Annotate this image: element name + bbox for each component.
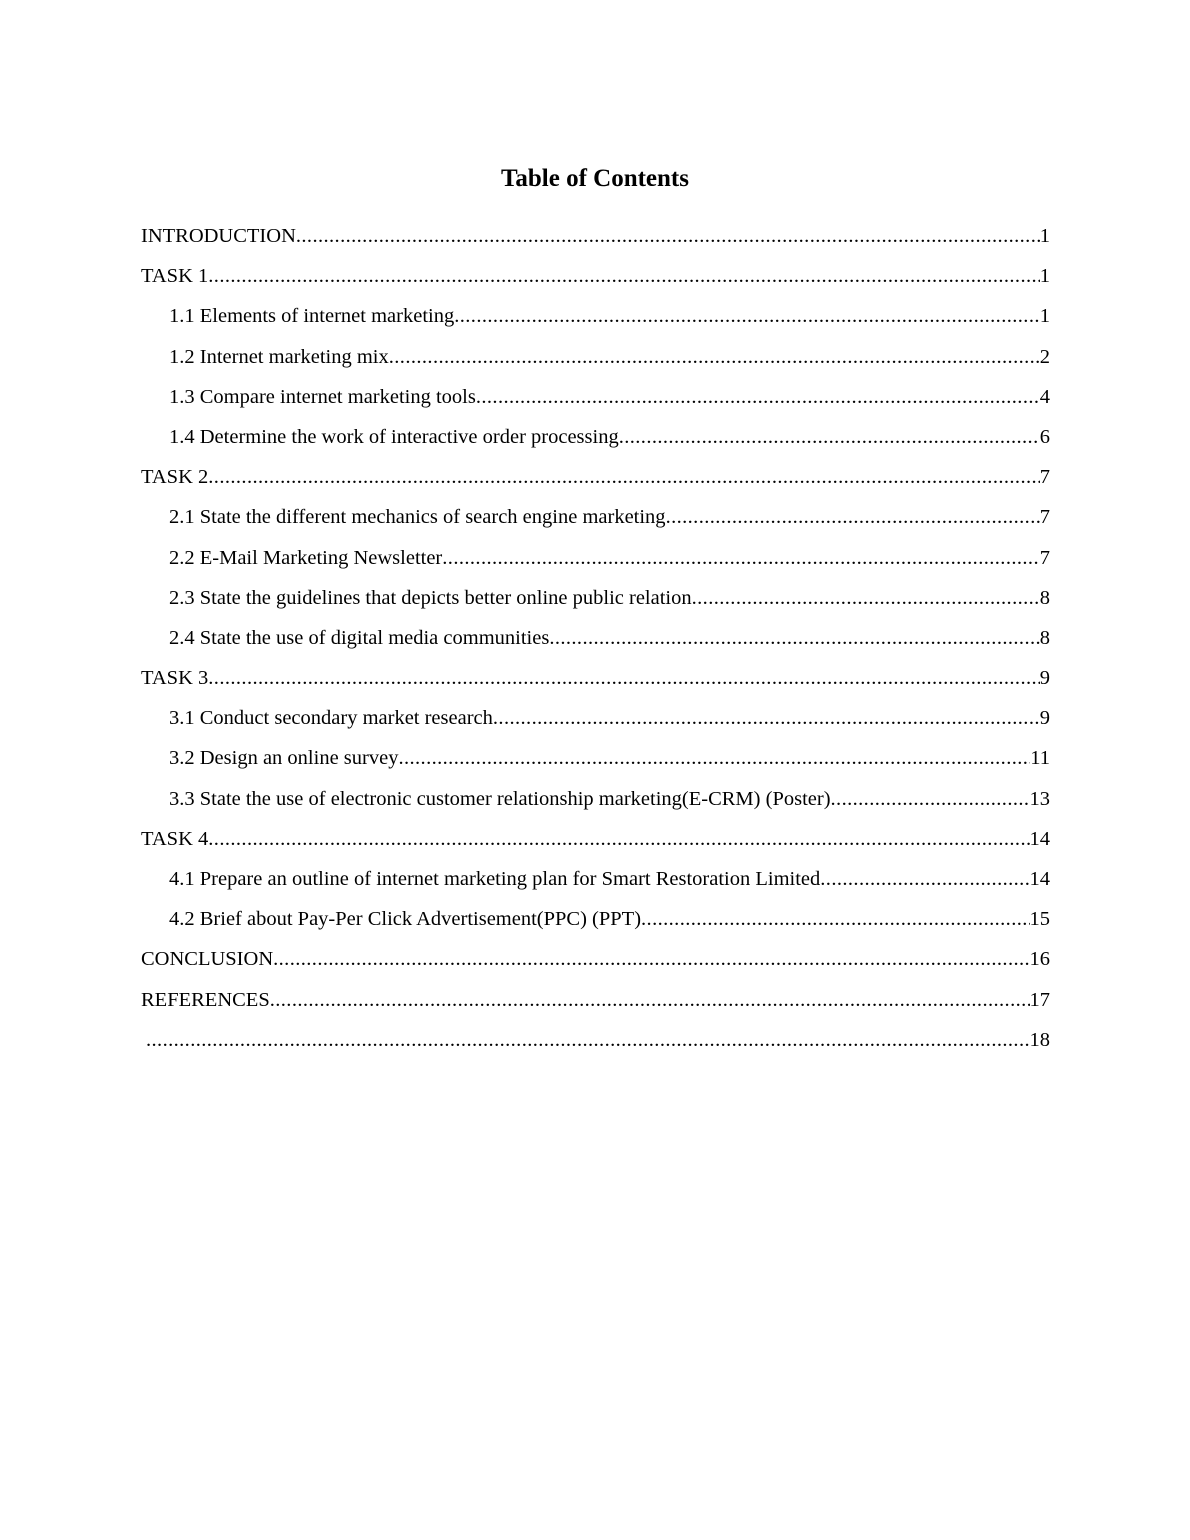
toc-entry-label: TASK 2 [141,466,209,489]
toc-entry[interactable] [141,501,1050,541]
toc-entry-label: 2.2 E-Mail Marketing Newsletter [169,546,443,569]
toc-dot-leader [442,542,1039,574]
toc-entry-label: TASK 4 [141,827,209,850]
toc-dot-leader [208,461,1039,493]
toc-entry-label: INTRODUCTION [141,225,296,247]
toc-dot-leader [493,702,1040,734]
toc-dot-leader [398,742,1030,774]
toc-entry[interactable] [141,903,1050,943]
toc-entry[interactable] [141,542,1050,582]
toc-entry-page-number: 15 [1029,908,1050,931]
toc-entry-label: 2.3 State the guidelines that depicts better online public relation [169,586,692,609]
toc-entry[interactable] [141,742,1050,782]
toc-dot-leader [476,381,1040,413]
toc-entry-label: 1.1 Elements of internet marketing [169,305,455,328]
toc-entry-label: TASK 1 [141,265,209,288]
toc-dot-leader [273,943,1029,975]
toc-dot-leader [208,823,1029,855]
toc-entry-page-number: 1 [1039,265,1050,288]
toc-entry[interactable] [141,622,1050,662]
toc-entry-page-number: 13 [1029,787,1050,810]
toc-entry-page-number: 14 [1029,827,1050,850]
toc-entry-page-number: 2 [1039,345,1050,368]
toc-entry[interactable] [141,341,1050,381]
toc-entry-page-number: 7 [1039,506,1050,529]
toc-list [141,220,1050,1064]
toc-entry-page-number: 9 [1039,707,1050,730]
toc-dot-leader [296,220,1040,252]
page-title: Table of Contents [501,165,689,192]
toc-entry[interactable] [141,461,1050,501]
toc-dot-leader [641,903,1029,935]
toc-dot-leader [208,662,1039,694]
toc-entry[interactable] [141,984,1050,1024]
toc-entry-page-number: 9 [1039,667,1050,690]
toc-entry-page-number: 4 [1039,385,1050,408]
toc-entry-page-number: 16 [1029,948,1050,971]
toc-dot-leader [208,260,1039,292]
toc-entry[interactable] [141,1024,1050,1064]
toc-dot-leader [454,300,1040,332]
toc-entry-page-number: 6 [1039,425,1050,448]
toc-entry-label: TASK 3 [141,667,209,690]
toc-entry-page-number: 7 [1039,546,1050,569]
toc-dot-leader [146,1024,1030,1056]
toc-entry-label: 2.4 State the use of digital media communities [169,626,550,649]
toc-entry[interactable] [141,381,1050,421]
toc-entry[interactable] [141,260,1050,300]
toc-dot-leader [619,421,1040,453]
toc-dot-leader [270,984,1030,1016]
toc-entry-label: 3.3 State the use of electronic customer relationship marketing(E-CRM) (Poster) [169,787,831,810]
toc-entry-label: CONCLUSION [141,948,274,971]
toc-entry-label: 3.1 Conduct secondary market research [169,707,493,730]
toc-entry-label: 4.1 Prepare an outline of internet marketing plan for Smart Restoration Limited [169,868,821,890]
toc-entry-label: 1.2 Internet marketing mix [169,345,389,368]
toc-entry[interactable] [141,943,1050,983]
toc-entry-page-number: 1 [1039,305,1050,328]
toc-entry[interactable] [141,823,1050,863]
toc-entry-label: 1.3 Compare internet marketing tools [169,385,476,408]
toc-dot-leader [820,863,1029,895]
toc-dot-leader [389,341,1040,373]
toc-entry-label: 1.4 Determine the work of interactive order processing [169,425,619,448]
toc-entry[interactable] [141,300,1050,340]
toc-dot-leader [549,622,1039,654]
toc-entry-page-number: 14 [1029,868,1050,890]
toc-entry-label: 3.2 Design an online survey [169,747,399,770]
toc-dot-leader [692,582,1040,614]
toc-entry-page-number: 1 [1039,225,1050,247]
toc-entry[interactable] [141,421,1050,461]
toc-entry-page-number: 8 [1039,586,1050,609]
toc-entry-page-number: 18 [1029,1028,1050,1051]
toc-entry-page-number: 17 [1029,988,1050,1011]
toc-entry[interactable] [141,582,1050,622]
toc-entry[interactable] [141,662,1050,702]
toc-entry[interactable] [141,863,1050,903]
toc-entry[interactable] [141,220,1050,260]
toc-entry-page-number: 11 [1030,747,1050,770]
toc-dot-leader [831,783,1030,815]
toc-entry[interactable] [141,702,1050,742]
toc-entry-label: 2.1 State the different mechanics of search engine marketing [169,506,666,529]
toc-entry[interactable] [141,783,1050,823]
toc-entry-label: REFERENCES [141,988,270,1011]
toc-entry-page-number: 7 [1039,466,1050,489]
toc-entry-label: 4.2 Brief about Pay-Per Click Advertisement(PPC) (PPT) [169,908,642,931]
toc-entry-page-number: 8 [1039,626,1050,649]
toc-dot-leader [666,501,1040,533]
